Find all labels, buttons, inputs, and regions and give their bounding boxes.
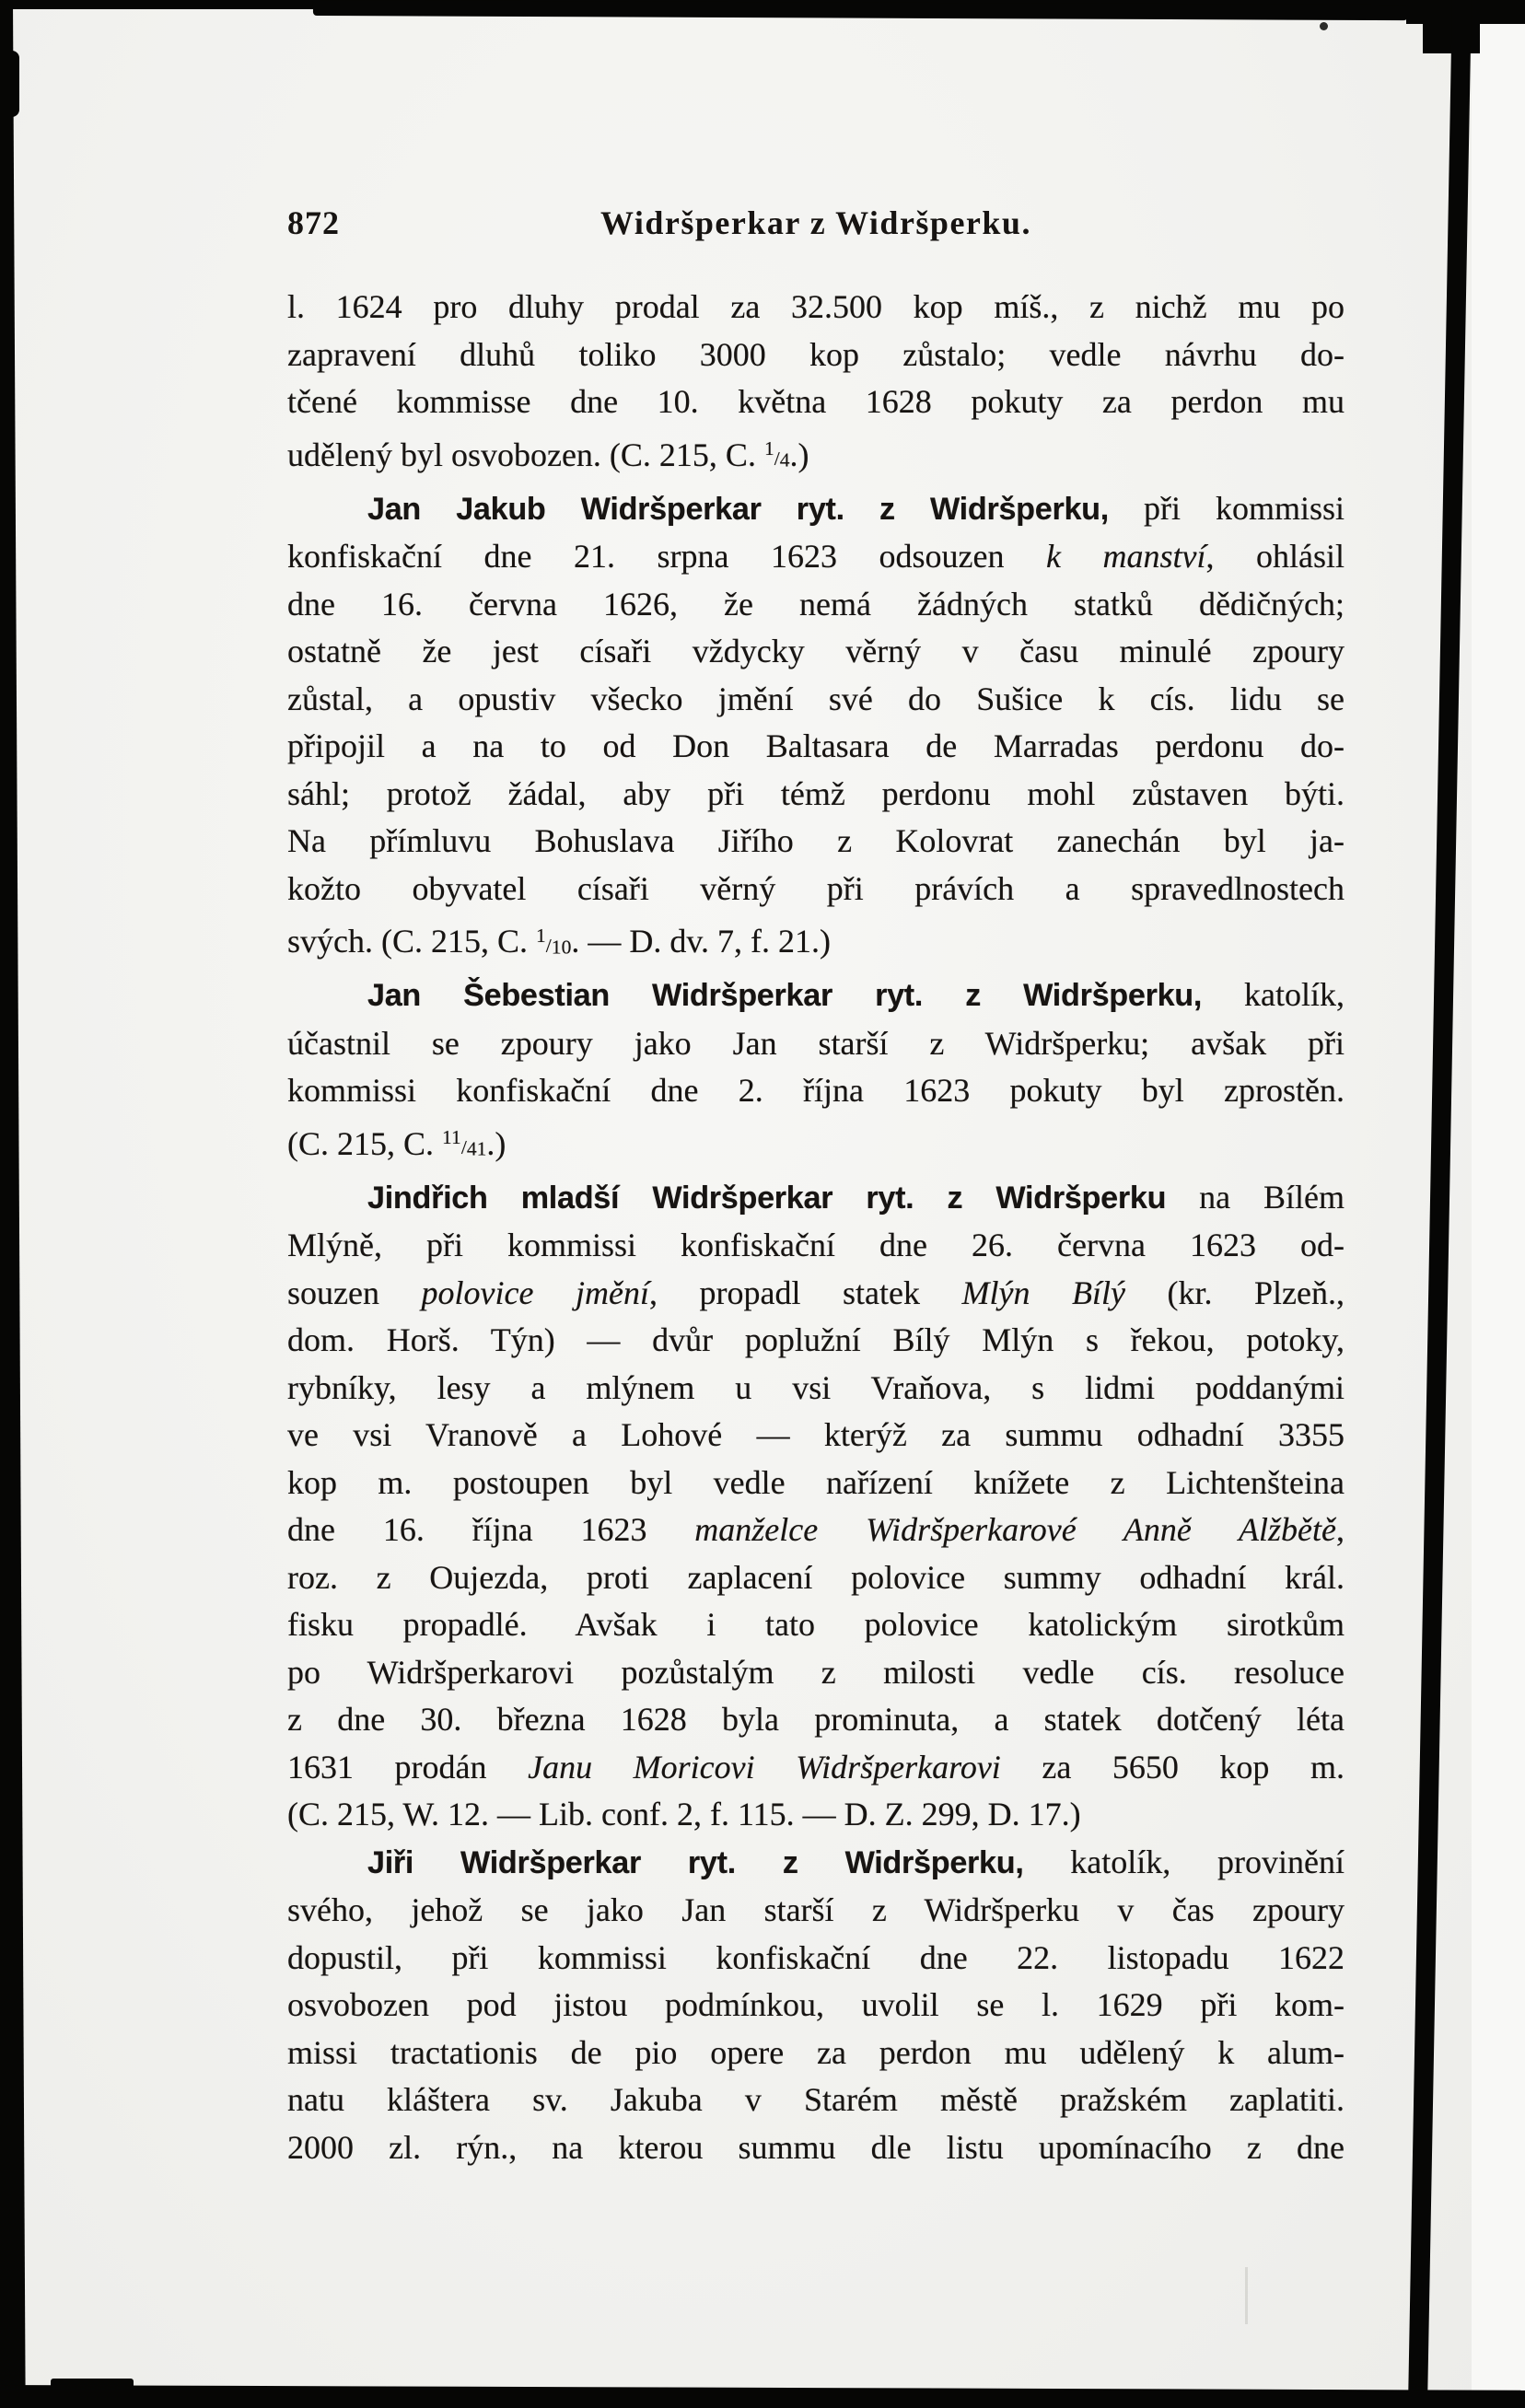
text-line: dne 16. června 1626, že nemá žádných statků dědičných; [287,585,1345,622]
text-line: (C. 215, C. 11/41.) [287,1124,506,1162]
text-line: missi tractationis de pio opere za perdon mu udělený k alum- [287,2033,1345,2071]
text-line: dom. Horš. Týn) — dvůr poplužní Bílý Mlýn s řekou, potoky, [287,1321,1345,1359]
scan-artifact-bottom-tick [51,2379,134,2391]
text-line: účastnil se zpoury jako Jan starší z Widršperku; avšak při [287,1024,1345,1062]
text-line: (C. 215, W. 12. — Lib. conf. 2, f. 115. — D. Z. 299, D. 17.) [287,1796,1081,1833]
paragraph [287,1839,1345,2172]
scan-crease [1245,2267,1248,2324]
text-line: po Widršperkarovi pozůstalým z milosti vedle cís. resoluce [287,1653,1345,1691]
scan-artifact-left-edge [0,0,26,2408]
paragraph [287,971,1345,1174]
text-line: svých. (C. 215, C. 1/10. — D. dv. 7, f. 21.) [287,922,832,960]
paragraph [287,1174,1345,1839]
text-line: Jan Šebestian Widršperkar ryt. z Widršperku, katolík, [367,976,1345,1014]
text-line: kop m. postoupen byl vedle nařízení knížete z Lichtenšteina [287,1463,1345,1501]
paragraph [287,284,1345,485]
text-line: Jan Jakub Widršperkar ryt. z Widršperku, při kommissi [367,489,1345,527]
text-line: Na přímluvu Bohuslava Jiřího z Kolovrat zanechán byl ja- [287,822,1345,860]
page-number: 872 [287,204,340,241]
text-line: ostatně že jest císaři vždycky věrný v času minulé zpoury [287,633,1345,670]
text-line: rybníky, lesy a mlýnem u vsi Vraňova, s lidmi poddanými [287,1368,1345,1406]
text-line: ve vsi Vranově a Lohové — kterýž za summu odhadní 3355 [287,1416,1345,1454]
text-line: 1631 prodán Janu Moricovi Widršperkarovi za 5650 kop m. [287,1748,1345,1786]
text-line: Mlýně, při kommissi konfiskační dne 26. června 1623 od- [287,1227,1345,1264]
text-line: sáhl; protož žádal, aby při témž perdonu mohl zůstaven býti. [287,774,1345,812]
text-line: Jiři Widršperkar ryt. z Widršperku, katolík, provinění [367,1843,1345,1880]
text-line: kommissi konfiskační dne 2. října 1623 pokuty byl zprostěn. [287,1072,1345,1110]
paragraph [287,485,1345,972]
text-line: l. 1624 pro dluhy prodal za 32.500 kop míš., z nichž mu po [287,288,1345,325]
text-line: fisku propadlé. Avšak i tato polovice katolickým sirotkům [287,1606,1345,1644]
text-line: udělený byl osvobozen. (C. 215, C. 1/4.) [287,436,809,473]
text-line: 2000 zl. rýn., na kterou summu dle listu upomínacího z dne [287,2128,1345,2166]
text-line: svého, jehož se jako Jan starší z Widršperku v čas zpoury [287,1891,1345,1929]
page-header [287,203,1345,243]
text-line: souzen polovice jmění, propadl statek Mlýn Bílý (kr. Plzeň., [287,1274,1345,1311]
fraction: 11/41 [442,1126,487,1161]
text-line: dopustil, při kommissi konfiskační dne 22. listopadu 1622 [287,1938,1345,1976]
text-line: dne 16. října 1623 manželce Widršperkarové Anně Alžbětě, [287,1511,1345,1549]
text-body [287,284,1345,2171]
scan-artifact-bottom-edge [0,2385,1525,2408]
text-line: roz. z Oujezda, proti zaplacení polovice summy odhadní král. [287,1558,1345,1596]
running-title: Widršperkar z Widršperku. [600,204,1031,241]
scan-artifact-left-blob [0,51,19,117]
text-line: konfiskační dne 21. srpna 1623 odsouzen k manství, ohlásil [287,538,1345,576]
fraction: 1/4 [763,437,790,472]
scan-artifact-gutter-line [1408,0,1472,2408]
text-line: zapravení dluhů toliko 3000 kop zůstalo; vedle návrhu do- [287,335,1345,373]
fraction: 1/10 [536,925,572,959]
text-line: z dne 30. března 1628 byla prominuta, a statek dotčený léta [287,1701,1345,1739]
text-line: tčené kommisse dne 10. května 1628 pokuty za perdon mu [287,383,1345,420]
text-line: natu kláštera sv. Jakuba v Starém městě pražském zaplatiti. [287,2081,1345,2119]
text-line: připojil a na to od Don Baltasara de Marradas perdonu do- [287,727,1345,765]
scan-speck [1320,22,1328,30]
text-line: kožto obyvatel císaři věrný při právích a spravedlnostech [287,869,1345,907]
adjacent-page-sliver [1472,0,1525,2408]
text-line: Jindřich mladší Widršperkar ryt. z Widršperku na Bílém [367,1178,1345,1216]
text-line: zůstal, a opustiv všecko jmění své do Sušice k cís. lidu se [287,680,1345,717]
text-line: osvobozen pod jistou podmínkou, uvolil se l. 1629 při kom- [287,1986,1345,2024]
